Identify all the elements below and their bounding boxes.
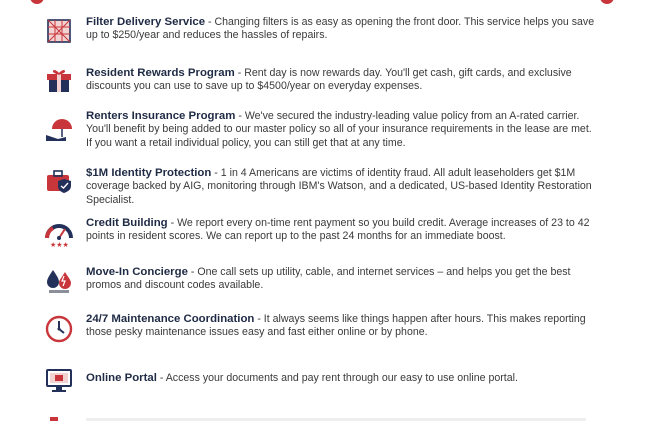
service-title: Move-In Concierge	[86, 266, 188, 278]
service-description: One call sets up utility, cable, and internet services – and helps you get the best promos and discount codes available.	[86, 266, 571, 292]
title-separator: -	[238, 110, 245, 122]
title-separator: -	[257, 313, 264, 325]
service-title: Renters Insurance Program	[86, 110, 236, 122]
service-text	[86, 110, 596, 150]
bottom-cutoff-row	[0, 408, 652, 416]
service-text	[86, 372, 596, 385]
top-accent-dot	[600, 0, 614, 4]
service-description: It always seems like things happen after hours. This makes reporting those pesky maintenance issues easy and fast either online or by phone.	[86, 313, 586, 339]
service-text	[86, 266, 596, 293]
svg-text:★★★: ★★★	[50, 241, 69, 248]
service-text	[86, 313, 596, 340]
title-separator: -	[170, 217, 178, 229]
service-description: Changing filters is as easy as opening the front door. This service helps you save up to $250/year and reduces the hassles of repairs.	[86, 16, 595, 42]
service-description: We report every on-time rent payment so you build credit. Average increases of 23 to 42 points in resident scores. We can report up to the past 24 months for an immediate boost.	[86, 217, 590, 243]
service-text	[86, 16, 596, 43]
service-title: $1M Identity Protection	[86, 167, 212, 179]
title-separator: -	[237, 67, 245, 79]
utilities-drops-icon	[44, 267, 74, 297]
service-description: Rent day is now rewards day. You'll get cash, gift cards, and exclusive discounts you can use to save up to $4500/year on everyday expenses.	[86, 67, 572, 93]
service-description: Access your documents and pay rent through our easy to use online portal.	[165, 372, 518, 384]
clock-icon	[44, 314, 74, 344]
service-title: Filter Delivery Service	[86, 16, 206, 28]
service-title: 24/7 Maintenance Coordination	[86, 313, 255, 325]
title-separator: -	[159, 372, 166, 384]
title-separator: -	[208, 16, 215, 28]
service-title: Credit Building	[86, 217, 168, 229]
service-title: Online Portal	[86, 372, 157, 384]
gift-box-icon	[44, 66, 74, 96]
monitor-icon	[44, 366, 74, 396]
title-separator: -	[190, 266, 198, 278]
service-description: We've secured the industry-leading value policy from an A-rated carrier. You'll benefit by being added to our master policy so all of your insurance requirements in the lease are met. If you want a retail individual policy, you can still get that at any time.	[86, 110, 592, 149]
title-separator: -	[214, 167, 221, 179]
umbrella-hand-icon	[44, 115, 74, 145]
briefcase-shield-icon	[44, 166, 74, 196]
top-accent-dot	[30, 0, 44, 4]
service-text	[86, 217, 596, 244]
service-title: Resident Rewards Program	[86, 67, 235, 79]
service-text	[86, 67, 596, 94]
service-description: 1 in 4 Americans are victims of identity fraud. All adult leaseholders get $1M coverage backed by AIG, monitoring through IBM's Watson, and a dedicated, US-based Identity Restoration Specialist.	[86, 167, 592, 206]
service-text	[86, 167, 596, 207]
top-decorative-strip	[0, 0, 652, 6]
filter-grid-icon	[44, 16, 74, 46]
credit-gauge-icon	[44, 218, 74, 248]
